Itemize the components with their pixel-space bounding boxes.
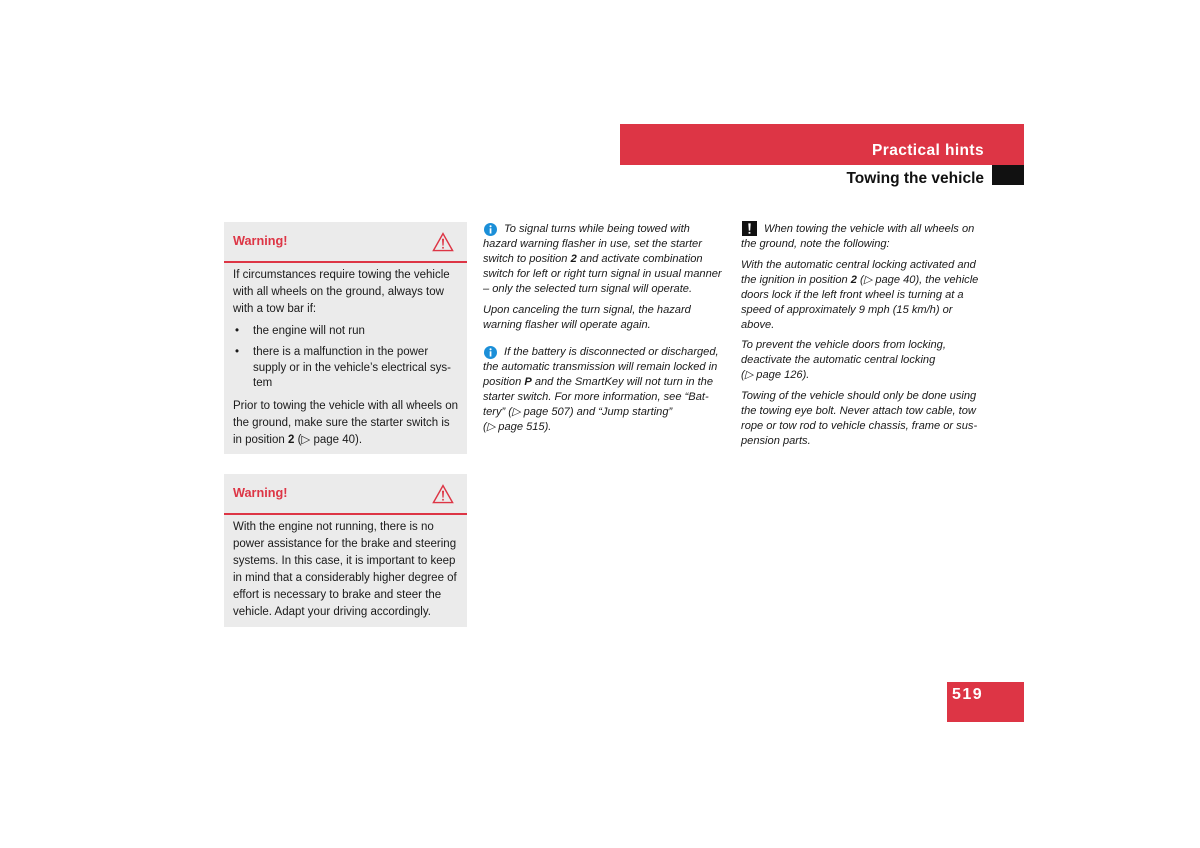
text-line: supply or in the vehicle’s electrical sys- <box>253 361 451 374</box>
text-line: To prevent the vehicle doors from locking, <box>741 338 946 351</box>
text-line: warning flasher will operate again. <box>483 318 651 331</box>
info-note-turn-signals <box>483 222 733 297</box>
page-title-marker <box>992 165 1024 185</box>
text-line: with a tow bar if: <box>233 302 317 315</box>
text-line: rope or tow rod to vehicle chassis, frame or sus- <box>741 419 978 432</box>
text-line: in mind that a considerably higher degree of <box>233 571 457 584</box>
text-line: the towing eye bolt. Never attach tow cable, tow <box>741 404 976 417</box>
text-line: If circumstances require towing the vehicle <box>233 268 450 281</box>
text-line: starter switch. For more information, see “Bat- <box>483 390 709 403</box>
text-line: doors lock if the left front wheel is turning at a <box>741 288 964 301</box>
switch-position-number: 2 <box>570 252 577 265</box>
text-line: systems. In this case, it is important to keep <box>233 554 456 567</box>
text-run: switch to position <box>483 252 571 265</box>
warning-title: Warning! <box>233 234 288 248</box>
middle-column <box>483 222 733 435</box>
text-line: the engine will not run <box>253 325 365 338</box>
notice-towing <box>741 222 997 252</box>
bullet-marker: • <box>235 325 240 338</box>
notice-icon <box>742 221 757 236</box>
text-line <box>483 252 733 267</box>
warning-header <box>224 222 467 261</box>
text-run: in position <box>233 433 288 446</box>
text-line: effort is necessary to brake and steer the <box>233 588 442 601</box>
warning-header <box>224 474 467 513</box>
text-line: above. <box>741 318 775 331</box>
text-line: To signal turns while being towed with <box>504 222 690 235</box>
text-line: the automatic transmission will remain locked in <box>483 360 718 373</box>
page-reference: (▷ page 40), the vehicle <box>856 273 979 286</box>
text-line: vehicle. Adapt your driving accordingly. <box>233 605 431 618</box>
text-line: speed of approximately 9 mph (15 km/h) or <box>741 303 953 316</box>
warning-box-power-assistance <box>224 474 467 627</box>
text-line: the ground, make sure the starter switch is <box>233 416 450 429</box>
text-line: power assistance for the brake and steering <box>233 537 457 550</box>
text-line: Towing of the vehicle should only be done using <box>741 389 977 402</box>
warning-paragraph <box>233 267 458 318</box>
switch-position-number: 2 <box>850 273 857 286</box>
text-line: tem <box>253 377 273 390</box>
paragraph <box>483 303 733 333</box>
list-item <box>233 345 458 392</box>
warning-title: Warning! <box>233 486 288 500</box>
page-reference: (▷ page 40). <box>294 433 363 446</box>
text-line <box>233 432 458 449</box>
text-run: the ignition in position <box>741 273 851 286</box>
warning-body <box>224 519 467 621</box>
warning-paragraph <box>233 519 458 621</box>
text-run: and the SmartKey will not turn in the <box>531 375 714 388</box>
section-title: Practical hints <box>872 142 984 159</box>
page-number-box <box>947 682 1024 722</box>
list-item <box>233 324 458 340</box>
text-line: (▷ page 515). <box>483 420 552 433</box>
text-line: with all wheels on the ground, always tow <box>233 285 444 298</box>
paragraph <box>741 338 997 383</box>
warning-triangle-icon <box>432 484 454 504</box>
info-icon <box>484 223 497 236</box>
text-run: and activate combination <box>576 252 703 265</box>
warning-body <box>224 267 467 449</box>
warning-paragraph <box>233 398 458 449</box>
section-header-band <box>620 124 1024 165</box>
text-line <box>741 273 997 288</box>
text-line: Upon canceling the turn signal, the hazard <box>483 303 691 316</box>
text-line: Prior to towing the vehicle with all wheels on <box>233 399 459 412</box>
text-line: switch for left or right turn signal in usual manner <box>483 267 722 280</box>
bullet-marker: • <box>235 346 240 359</box>
text-line: deactivate the automatic central locking <box>741 353 936 366</box>
text-line: When towing the vehicle with all wheels on <box>764 222 975 235</box>
warning-triangle-icon <box>432 232 454 252</box>
text-line <box>483 375 733 390</box>
text-line: With the automatic central locking activated and <box>741 258 976 271</box>
text-line: the ground, note the following: <box>741 237 890 250</box>
text-line: If the battery is disconnected or discharged, <box>504 345 719 358</box>
text-line: – only the selected turn signal will operate. <box>483 282 693 295</box>
switch-position-number: 2 <box>287 433 295 446</box>
page-number: 519 <box>952 686 984 703</box>
text-line: tery” (▷ page 507) and “Jump starting” <box>483 405 673 418</box>
paragraph <box>741 389 997 449</box>
text-run: position <box>483 375 525 388</box>
warning-divider <box>224 261 467 263</box>
info-icon <box>484 346 497 359</box>
text-line: hazard warning flasher in use, set the starter <box>483 237 702 250</box>
warning-box-tow-bar <box>224 222 467 454</box>
text-line: there is a malfunction in the power <box>253 346 429 359</box>
text-line: (▷ page 126). <box>741 368 810 381</box>
text-line: With the engine not running, there is no <box>233 520 434 533</box>
info-note-battery <box>483 345 733 435</box>
gear-position-letter: P <box>524 375 532 388</box>
paragraph <box>741 258 997 333</box>
warning-divider <box>224 513 467 515</box>
right-column <box>741 222 997 449</box>
page-title: Towing the vehicle <box>846 170 984 187</box>
text-line: pension parts. <box>741 434 811 447</box>
